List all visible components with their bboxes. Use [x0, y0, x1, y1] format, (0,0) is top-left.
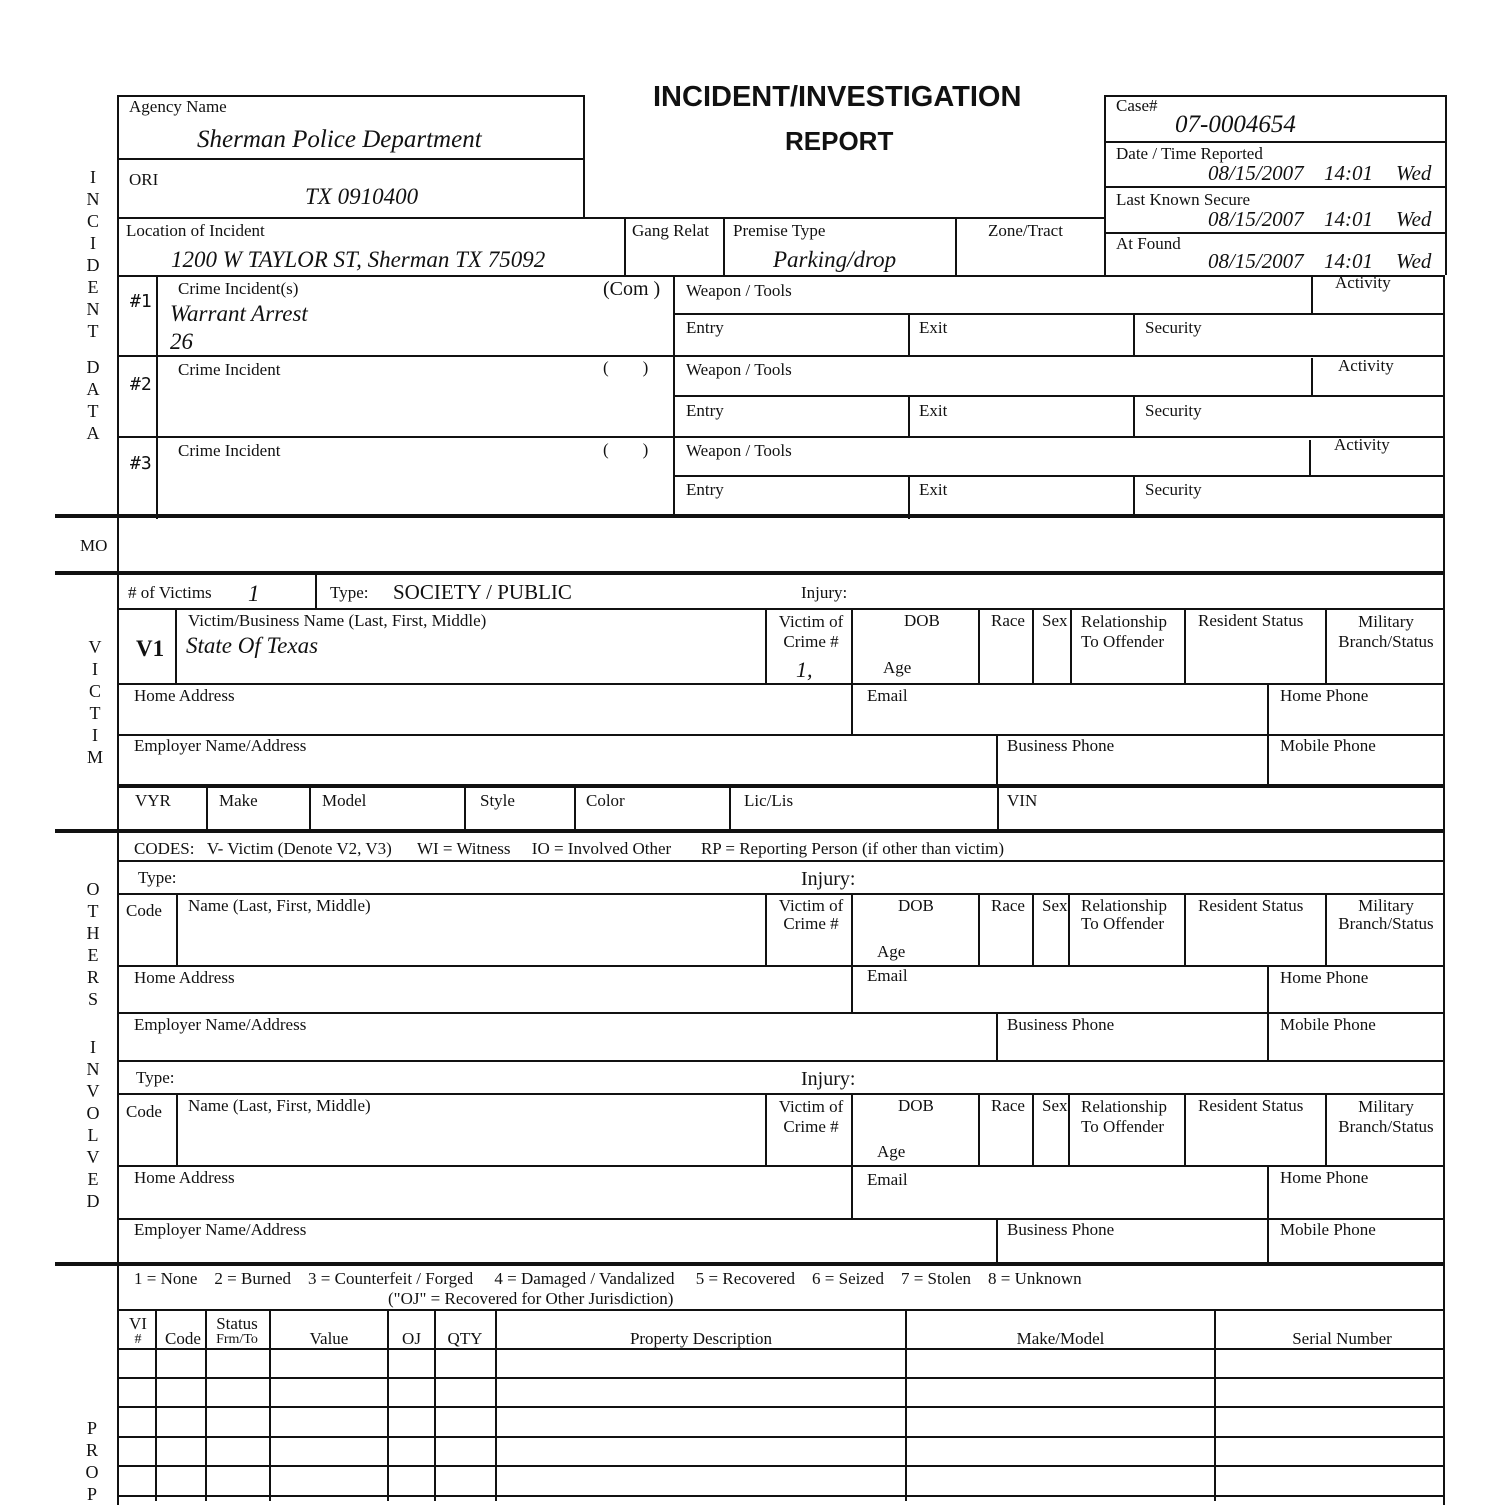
injury-label: Injury: — [801, 868, 856, 890]
relationship-label: Relationship To Offender — [1081, 896, 1167, 933]
home-phone-label: Home Phone — [1280, 686, 1369, 705]
resident-status-label: Resident Status — [1198, 1096, 1304, 1115]
num-victims-label: # of Victims — [128, 583, 212, 602]
date-reported-label: Date / Time Reported — [1116, 144, 1263, 163]
activity-label: Activity — [1338, 356, 1394, 375]
col-vi: VI # — [129, 1314, 147, 1347]
exit-label: Exit — [919, 480, 948, 499]
sex-label: Sex — [1042, 611, 1068, 630]
codes-legend: CODES: V- Victim (Denote V2, V3) WI = Witness IO = Involved Other RP = Reporting Person (if other than victim) — [134, 839, 1005, 858]
time-reported-field[interactable]: 14:01 — [1324, 161, 1373, 185]
home-phone-label: Home Phone — [1280, 1168, 1369, 1187]
military-label: Military Branch/Status — [1338, 896, 1434, 933]
vin-label: VIN — [1007, 791, 1038, 810]
race-label: Race — [991, 611, 1025, 630]
injury-label: Injury: — [801, 583, 848, 602]
victim-of-crime-field[interactable]: 1, — [796, 657, 813, 682]
last-secure-label: Last Known Secure — [1116, 190, 1251, 209]
gang-related-label: Gang Relat — [632, 221, 709, 240]
at-found-day-field[interactable]: Wed — [1396, 249, 1432, 273]
col-description: Property Description — [629, 1329, 773, 1348]
incident-number: #1 — [130, 291, 152, 312]
military-label: Military Branch/Status — [1338, 612, 1434, 651]
name-label: Name (Last, First, Middle) — [188, 896, 371, 915]
dob-label: DOB — [898, 1096, 934, 1115]
last-secure-date-field[interactable]: 08/15/2007 — [1208, 207, 1304, 231]
home-address-label: Home Address — [134, 686, 235, 705]
sex-label: Sex — [1042, 896, 1068, 915]
mo-label: MO — [80, 536, 108, 555]
entry-label: Entry — [686, 480, 724, 499]
agency-name-field[interactable]: Sherman Police Department — [197, 126, 482, 153]
exit-label: Exit — [919, 318, 948, 337]
age-label: Age — [883, 658, 912, 677]
property-row[interactable] — [117, 1407, 1444, 1436]
crime-incident-label: Crime Incident — [178, 441, 281, 460]
business-phone-label: Business Phone — [1007, 736, 1115, 755]
code-label: Code — [126, 1102, 162, 1121]
side-label-others-involved: O T H E R S I N V O L V E D — [86, 879, 100, 1211]
employer-label: Employer Name/Address — [134, 1220, 307, 1239]
side-label-incident-data: I N C I D E N T D A T A — [86, 167, 100, 443]
col-qty: QTY — [447, 1329, 483, 1348]
property-row[interactable] — [117, 1436, 1444, 1466]
employer-label: Employer Name/Address — [134, 736, 307, 755]
color-label: Color — [586, 791, 625, 810]
side-label-property: P R O P — [85, 1418, 99, 1504]
make-label: Make — [219, 791, 258, 810]
at-found-time-field[interactable]: 14:01 — [1324, 249, 1373, 273]
victim-type-field[interactable]: SOCIETY / PUBLIC — [393, 580, 572, 604]
last-secure-time-field[interactable]: 14:01 — [1324, 207, 1373, 231]
lic-label: Lic/Lis — [744, 791, 794, 810]
business-phone-label: Business Phone — [1007, 1220, 1115, 1239]
mobile-phone-label: Mobile Phone — [1280, 1015, 1376, 1034]
ori-field[interactable]: TX 0910400 — [305, 184, 419, 209]
injury-label: Injury: — [801, 1068, 856, 1090]
relationship-label: Relationship To Offender — [1081, 612, 1167, 651]
model-label: Model — [322, 791, 367, 810]
at-found-label: At Found — [1116, 234, 1181, 253]
activity-label: Activity — [1335, 273, 1391, 292]
name-label: Name (Last, First, Middle) — [188, 1096, 371, 1115]
security-label: Security — [1145, 318, 1202, 337]
col-make-model: Make/Model — [1016, 1329, 1105, 1348]
employer-label: Employer Name/Address — [134, 1015, 307, 1034]
property-row[interactable] — [117, 1348, 1444, 1378]
location-field[interactable]: 1200 W TAYLOR ST, Sherman TX 75092 — [171, 247, 546, 272]
side-label-victim: V I C T I M — [86, 637, 103, 767]
military-label: Military Branch/Status — [1338, 1097, 1434, 1136]
day-reported-field[interactable]: Wed — [1396, 161, 1432, 185]
home-phone-label: Home Phone — [1280, 968, 1369, 987]
weapon-tools-label: Weapon / Tools — [686, 281, 792, 300]
col-value: Value — [309, 1329, 349, 1348]
location-label: Location of Incident — [126, 221, 265, 240]
date-reported-field[interactable]: 08/15/2007 — [1208, 161, 1304, 185]
crime-incident-field[interactable]: Warrant Arrest — [170, 301, 308, 326]
case-number-field[interactable]: 07-0004654 — [1175, 111, 1296, 138]
premise-type-field[interactable]: Parking/drop — [773, 247, 897, 272]
dob-label: DOB — [898, 896, 934, 915]
race-label: Race — [991, 896, 1025, 915]
report-title-line1: INCIDENT/INVESTIGATION — [653, 81, 1022, 113]
resident-status-label: Resident Status — [1198, 896, 1304, 915]
victim-name-field[interactable]: State Of Texas — [186, 633, 319, 658]
weapon-tools-label: Weapon / Tools — [686, 441, 792, 460]
relationship-label: Relationship To Offender — [1081, 1097, 1167, 1136]
victim-code: V1 — [136, 636, 165, 661]
crime-incident-field-2[interactable]: 26 — [170, 329, 193, 354]
type-label: Type: — [136, 1068, 175, 1087]
property-row[interactable] — [117, 1466, 1444, 1496]
agency-name-label: Agency Name — [129, 97, 227, 116]
style-label: Style — [480, 791, 515, 810]
entry-label: Entry — [686, 318, 724, 337]
at-found-date-field[interactable]: 08/15/2007 — [1208, 249, 1304, 273]
ori-label: ORI — [129, 170, 159, 189]
exit-label: Exit — [919, 401, 948, 420]
incident-number: #2 — [130, 374, 152, 395]
type-label: Type: — [138, 868, 177, 887]
case-label: Case# — [1116, 96, 1158, 115]
premise-type-label: Premise Type — [733, 221, 826, 240]
col-oj: OJ — [402, 1329, 421, 1348]
home-address-label: Home Address — [134, 1168, 235, 1187]
age-label: Age — [877, 1142, 906, 1161]
mobile-phone-label: Mobile Phone — [1280, 1220, 1376, 1239]
email-label: Email — [867, 966, 908, 985]
victim-name-label: Victim/Business Name (Last, First, Middle) — [188, 611, 487, 630]
entry-label: Entry — [686, 401, 724, 420]
email-label: Email — [867, 686, 908, 705]
crime-code-paren[interactable]: ( ) — [603, 358, 649, 377]
crime-code-paren[interactable]: ( ) — [603, 440, 649, 459]
resident-status-label: Resident Status — [1198, 611, 1304, 630]
mobile-phone-label: Mobile Phone — [1280, 736, 1376, 755]
security-label: Security — [1145, 480, 1202, 499]
victim-of-crime-label: Victim of Crime # — [778, 612, 844, 651]
last-secure-day-field[interactable]: Wed — [1396, 207, 1432, 231]
victim-type-label: Type: — [330, 583, 369, 602]
activity-label: Activity — [1334, 435, 1390, 454]
property-row[interactable] — [117, 1378, 1444, 1407]
gang-related-field[interactable] — [626, 242, 722, 274]
home-address-label: Home Address — [134, 968, 235, 987]
vyr-label: VYR — [135, 791, 171, 810]
col-code: Code — [165, 1329, 201, 1348]
code-label: Code — [126, 901, 162, 920]
zone-tract-label: Zone/Tract — [988, 221, 1063, 240]
email-label: Email — [867, 1170, 908, 1189]
dob-label: DOB — [904, 611, 940, 630]
weapon-tools-label: Weapon / Tools — [686, 360, 792, 379]
incident-number: #3 — [130, 453, 152, 474]
col-status: Status Frm/To — [216, 1316, 258, 1347]
zone-tract-field[interactable] — [958, 242, 1102, 274]
victim-of-crime-label: Victim of Crime # — [778, 896, 844, 933]
race-label: Race — [991, 1096, 1025, 1115]
property-status-legend: 1 = None 2 = Burned 3 = Counterfeit / Forged 4 = Damaged / Vandalized 5 = Recovered 6 = Seized 7 = Stolen 8 = Unknown — [134, 1269, 1082, 1288]
mo-field[interactable] — [120, 520, 1442, 570]
security-label: Security — [1145, 401, 1202, 420]
victim-of-crime-label: Victim of Crime # — [778, 1097, 844, 1136]
crime-incident-label: Crime Incident — [178, 360, 281, 379]
report-title-line2: REPORT — [785, 126, 894, 156]
col-serial: Serial Number — [1292, 1329, 1392, 1348]
sex-label: Sex — [1042, 1096, 1068, 1115]
oj-legend: ("OJ" = Recovered for Other Jurisdiction) — [388, 1289, 674, 1308]
business-phone-label: Business Phone — [1007, 1015, 1115, 1034]
crime-incident-label: Crime Incident(s) — [178, 279, 299, 298]
age-label: Age — [877, 942, 906, 961]
crime-code-paren[interactable]: (Com ) — [603, 278, 661, 300]
num-victims-field[interactable]: 1 — [248, 581, 260, 606]
